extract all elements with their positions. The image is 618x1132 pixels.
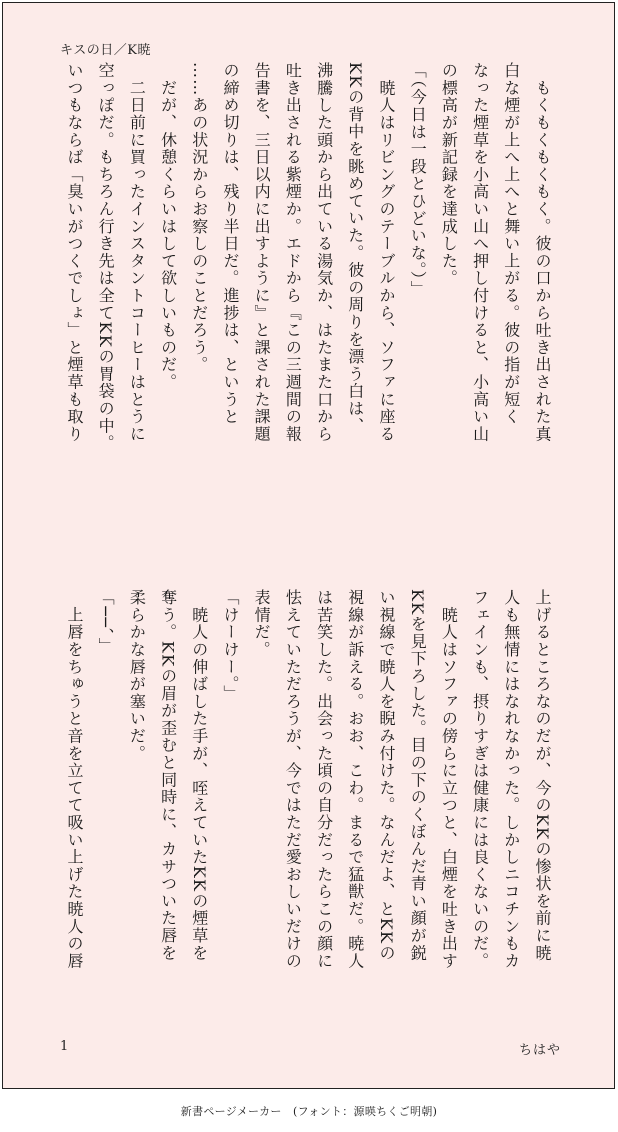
text-line: 白な煙が上へ上へと舞い上がる。彼の指が短く <box>501 62 521 426</box>
text-block-top <box>59 62 558 527</box>
text-line: は苦笑した。出会った頃の自分だったらこの顔に <box>314 589 334 970</box>
text-line: 柔らかな唇が塞いだ。 <box>127 589 147 762</box>
text-line: 奪う。KKの眉が歪むと同時に、カサついた唇を <box>158 589 178 962</box>
text-line: フェインも、摂りすぎは健康には良くないのだ。 <box>470 589 490 970</box>
text-line: 上唇をちゅうと音を立てて吸い上げた暁人の唇 <box>64 589 84 970</box>
text-line: の締め切りは、残り半日だ。進捗は、というと <box>220 62 240 426</box>
text-line: い視線で暁人を睨み付けた。なんだよ、とKKの <box>376 589 396 962</box>
text-line: 怯えていただろうが、今ではただ愛おしいだけの <box>283 589 303 970</box>
text-line: KKを見下ろした。目の下のくぼんだ青い顔が鋭 <box>408 589 428 962</box>
text-line: もくもくもくもく。彼の口から吐き出された真 <box>533 62 552 443</box>
text-line: 吐き出される紫煙か。エドから『この三週間の報 <box>283 62 303 443</box>
text-line: ……あの状況からお察しのことだろう。 <box>189 62 209 374</box>
text-line: 暁人はリビングのテーブルから、ソファに座る <box>376 62 396 443</box>
text-line: 暁人の伸ばした手が、咥えていたKKの煙草を <box>189 589 209 962</box>
text-line: 暁人はソファの傍らに立つと、白煙を吐き出す <box>439 589 459 970</box>
text-block-bottom <box>59 589 558 989</box>
text-line: 表情だ。 <box>252 589 272 659</box>
text-line: の標高が新記録を達成した。 <box>439 62 459 287</box>
text-line: 沸騰した頭から出ている湯気か、はたまた口から <box>314 62 334 443</box>
text-line: 二日前に買ったインスタントコーヒーはとうに <box>127 62 147 443</box>
text-line: 空っぽだ。もちろん行き先は全てKKの胃袋の中。 <box>96 62 116 452</box>
text-line: 告書を、三日以内に出すように』と課された課題 <box>252 62 272 443</box>
text-line: 「（今日は一段とひどいな。）」 <box>408 62 428 298</box>
text-line: いつもならば「臭いがつくでしょ」と煙草も取り <box>64 62 84 443</box>
text-line: だが、休憩くらいはして欲しいものだ。 <box>158 62 178 391</box>
author-name: ちはや <box>518 1043 561 1058</box>
text-line: 「──、」 <box>96 589 116 655</box>
text-line: 上げるところなのだが、今のKKの惨状を前に暁 <box>533 589 552 962</box>
text-line: KKの背中を眺めていた。彼の周りを漂う白は、 <box>345 62 365 435</box>
generator-credit: 新書ページメーカー (フォント：源暎ちくご明朝) <box>180 1105 438 1118</box>
text-line: 人も無情にはなれなかった。しかしニコチンもカ <box>501 589 521 970</box>
text-line: 視線が訴える。おお、こわ。まるで猛獣だ。暁人 <box>345 589 365 970</box>
page-number: 1 <box>60 1039 69 1054</box>
book-page <box>2 2 615 1089</box>
page-header-title: キスの日／K暁 <box>60 43 151 58</box>
text-line: なった煙草を小高い山へ押し付けると、小高い山 <box>470 62 490 443</box>
text-line: 「けーけー。」 <box>220 589 240 703</box>
